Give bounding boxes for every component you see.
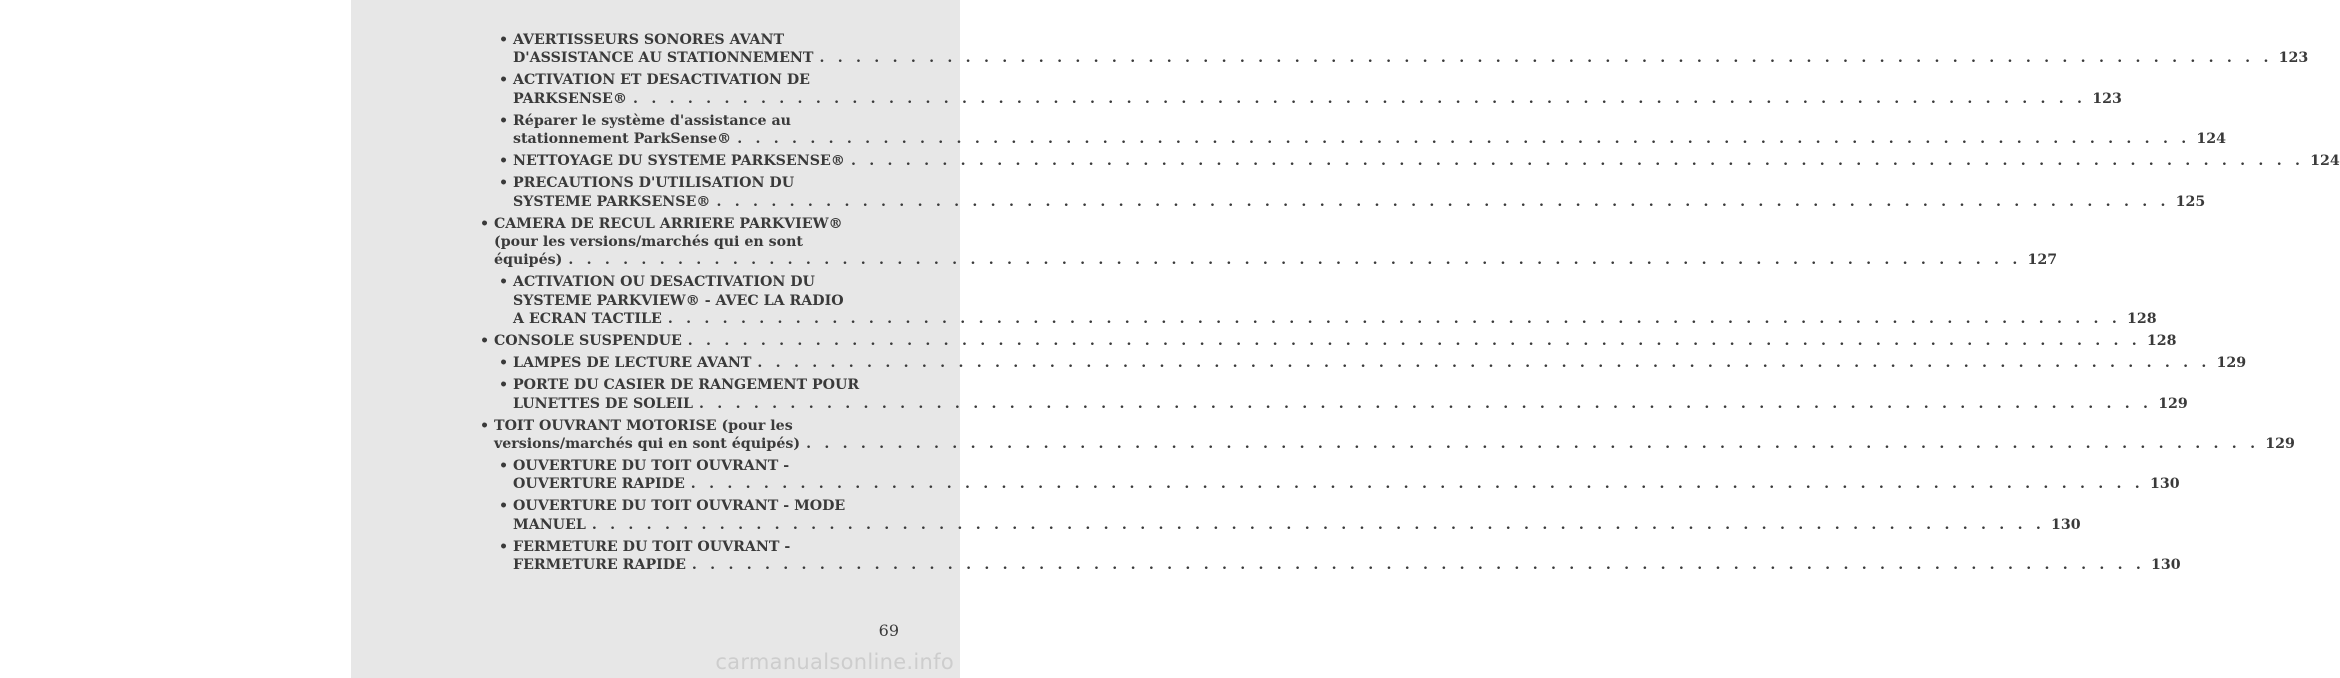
toc-entry-title-line: SYSTEME PARKSENSE® [513,193,711,210]
toc-entry[interactable] [480,354,2247,372]
toc-entry-title-line: SYSTEME PARKVIEW® - AVEC LA RADIO [513,292,844,309]
toc-entry-leader-row [499,130,2226,148]
toc-entry-title-line: • TOIT OUVRANT MOTORISE (pour les [480,417,793,434]
toc-entry-title-line: stationnement ParkSense® [513,131,732,148]
toc-entry-page: 124 [2196,131,2226,148]
toc-entry[interactable] [480,332,2177,350]
toc-entry-page: 125 [2175,193,2206,210]
dot-leader: . . . . . . . . . . . . . . . . . . . . . . . . . . . . . . . . . . . . . . . . . . . . . . . . . . . . . . . . . . . . . . . . . . . . . . . . . . . . . . . . [716,193,2170,210]
toc-entry-leader-row [499,395,2188,413]
table-of-contents [480,31,2340,578]
dot-leader: . . . . . . . . . . . . . . . . . . . . . . . . . . . . . . . . . . . . . . . . . . . . . . . . . . . . . . . . . . . . . . . . . . . . . . . . . . . . . . . . [687,333,2141,350]
toc-entry-title-line: D'ASSISTANCE AU STATIONNEMENT [513,50,814,67]
toc-entry-title-line: • CAMERA DE RECUL ARRIERE PARKVIEW® [480,215,843,232]
dot-leader: . . . . . . . . . . . . . . . . . . . . . . . . . . . . . . . . . . . . . . . . . . . . . . . . . . . . . . . . . . . . . . . . . . . . . . . . . . . . . . . . [591,516,2045,533]
watermark: carmanualsonline.info [715,650,954,674]
toc-entry-title-line: A ECRAN TACTILE [513,311,662,328]
toc-entry-leader-row [499,354,2247,372]
toc-entry-page: 129 [2216,355,2247,372]
toc-entry-page: 130 [2151,557,2181,574]
toc-entry-page: 127 [2027,252,2058,269]
page-number: 69 [878,621,899,640]
toc-entry-leader-row [499,49,2309,67]
toc-entry-title-line: • ACTIVATION ET DESACTIVATION DE [499,72,810,89]
toc-entry-title-line: versions/marchés qui en sont équipés) [494,436,801,453]
toc-entry-title-line: • ACTIVATION OU DESACTIVATION DU [499,274,815,291]
toc-entry[interactable] [480,273,2157,328]
toc-entry-title-line: • PRECAUTIONS D'UTILISATION DU [499,175,795,192]
toc-entry[interactable] [480,376,2188,413]
toc-entry-leader-row [499,556,2181,574]
toc-entry-title-line: • Réparer le système d'assistance au [499,112,791,129]
toc-entry-leader-row [499,516,2081,534]
toc-entry-title-line: MANUEL [513,516,586,533]
toc-entry-title-line: PARKSENSE® [513,90,628,107]
toc-entry-leader-row [480,332,2177,350]
dot-leader: . . . . . . . . . . . . . . . . . . . . . . . . . . . . . . . . . . . . . . . . . . . . . . . . . . . . . . . . . . . . . . . . . . . . . . . . . . . . . . . . [699,395,2153,412]
dot-leader: . . . . . . . . . . . . . . . . . . . . . . . . . . . . . . . . . . . . . . . . . . . . . . . . . . . . . . . . . . . . . . . . . . . . . . . . . . . . . . . . [806,436,2260,453]
toc-entry-title-line: • CONSOLE SUSPENDUE [480,333,682,350]
toc-entry-page: 124 [2310,153,2340,170]
toc-entry-leader-row [499,310,2157,328]
toc-entry-page: 123 [2092,90,2122,107]
toc-entry[interactable] [480,497,2081,534]
toc-entry-title-line: • NETTOYAGE DU SYSTEME PARKSENSE® [499,153,845,170]
dot-leader: . . . . . . . . . . . . . . . . . . . . . . . . . . . . . . . . . . . . . . . . . . . . . . . . . . . . . . . . . . . . . . . . . . . . . . . . . . . . . . . . [850,153,2305,170]
toc-entry-page: 128 [2146,333,2177,350]
toc-entry-title-line: • AVERTISSEURS SONORES AVANT [499,32,785,48]
toc-entry-leader-row [499,475,2180,493]
toc-entry-title-line: • OUVERTURE DU TOIT OUVRANT - MODE [499,498,846,515]
toc-entry-title-line: • FERMETURE DU TOIT OUVRANT - [499,538,791,555]
toc-entry[interactable] [480,71,2122,108]
toc-entry[interactable] [480,417,2295,454]
toc-entry-leader-row [480,251,2058,269]
toc-entry-title-line: • PORTE DU CASIER DE RANGEMENT POUR [499,377,860,394]
dot-leader: . . . . . . . . . . . . . . . . . . . . . . . . . . . . . . . . . . . . . . . . . . . . . . . . . . . . . . . . . . . . . . . . . . . . . . . . . . . . . . . . [737,131,2191,148]
dot-leader: . . . . . . . . . . . . . . . . . . . . . . . . . . . . . . . . . . . . . . . . . . . . . . . . . . . . . . . . . . . . . . . . . . . . . . . . . . . . . . . . [667,311,2121,328]
toc-entry-page: 129 [2158,395,2188,412]
toc-entry-leader-row [499,90,2122,108]
toc-entry-page: 130 [2149,476,2180,493]
dot-leader: . . . . . . . . . . . . . . . . . . . . . . . . . . . . . . . . . . . . . . . . . . . . . . . . . . . . . . . . . . . . . . . . . . . . . . . . . . . . . . . . [690,476,2144,493]
toc-entry[interactable] [480,112,2226,149]
toc-entry-title-line: • LAMPES DE LECTURE AVANT [499,355,752,372]
toc-entry-leader-row [499,193,2206,211]
toc-entry-page: 123 [2278,50,2309,67]
toc-entry[interactable] [480,457,2180,494]
toc-entry-title-line: OUVERTURE RAPIDE [513,476,685,493]
toc-entry[interactable] [480,538,2181,575]
dot-leader: . . . . . . . . . . . . . . . . . . . . . . . . . . . . . . . . . . . . . . . . . . . . . . . . . . . . . . . . . . . . . . . . . . . . . . . . . . . . . . . . [819,50,2273,67]
toc-entry-page: 130 [2051,516,2081,533]
toc-entry-page: 128 [2126,311,2157,328]
dot-leader: . . . . . . . . . . . . . . . . . . . . . . . . . . . . . . . . . . . . . . . . . . . . . . . . . . . . . . . . . . . . . . . . . . . . . . . . . . . . . . . . [633,90,2087,107]
toc-entry[interactable] [480,152,2340,170]
toc-entry[interactable] [480,174,2206,211]
toc-entry-title-line: • OUVERTURE DU TOIT OUVRANT - [499,458,790,475]
dot-leader: . . . . . . . . . . . . . . . . . . . . . . . . . . . . . . . . . . . . . . . . . . . . . . . . . . . . . . . . . . . . . . . . . . . . . . . . . . . . . . . . [757,355,2211,372]
toc-entry[interactable] [480,31,2309,68]
toc-entry-title-line: équipés) [494,252,563,269]
dot-leader: . . . . . . . . . . . . . . . . . . . . . . . . . . . . . . . . . . . . . . . . . . . . . . . . . . . . . . . . . . . . . . . . . . . . . . . . . . . . . . . . [568,252,2022,269]
toc-entry-title-line: (pour les versions/marchés qui en sont [494,234,803,251]
toc-entry-page: 129 [2265,436,2295,453]
toc-entry-title-line: FERMETURE RAPIDE [513,557,686,574]
toc-entry-leader-row [499,152,2340,170]
toc-entry-title-line: LUNETTES DE SOLEIL [513,395,694,412]
toc-entry[interactable] [480,215,2058,270]
toc-entry-leader-row [480,435,2295,453]
dot-leader: . . . . . . . . . . . . . . . . . . . . . . . . . . . . . . . . . . . . . . . . . . . . . . . . . . . . . . . . . . . . . . . . . . . . . . . . . . . . . . . . [691,557,2146,574]
